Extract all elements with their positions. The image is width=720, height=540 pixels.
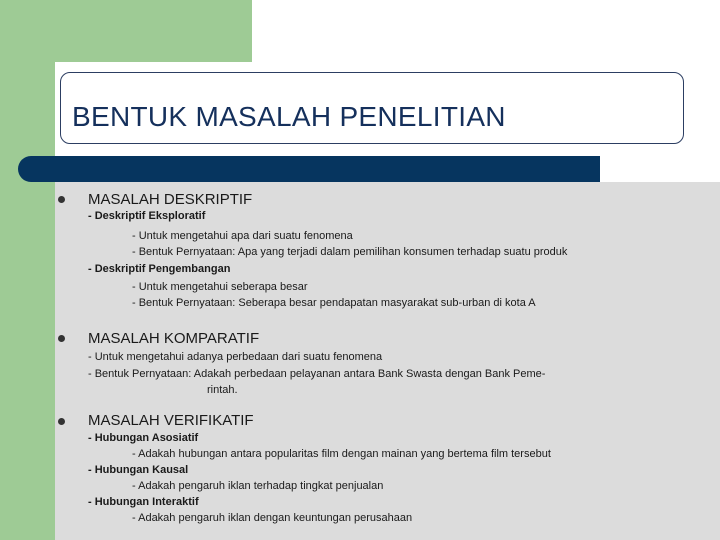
list-item: - Bentuk Pernyataan: Seberapa besar pendapatan masyarakat sub-urban di kota A [132, 297, 536, 309]
section-heading-deskriptif: MASALAH DESKRIPTIF [88, 191, 253, 208]
subheading: - Deskriptif Eksploratif [88, 210, 206, 222]
subheading: - Hubungan Interaktif [88, 496, 199, 508]
list-item: - Bentuk Pernyataan: Apa yang terjadi dalam pemilihan konsumen terhadap suatu produk [132, 246, 568, 258]
section-heading-komparatif: MASALAH KOMPARATIF [88, 330, 260, 347]
title-underline-bar [18, 156, 600, 182]
list-item: - Adakah pengaruh iklan terhadap tingkat penjualan [132, 480, 384, 492]
list-item: - Adakah pengaruh iklan dengan keuntungan perusahaan [132, 512, 413, 524]
list-item: - Untuk mengetahui seberapa besar [132, 281, 308, 293]
list-item-continuation: rintah. [207, 384, 238, 396]
subheading: - Deskriptif Pengembangan [88, 263, 231, 275]
bullet-icon [58, 335, 65, 342]
section-heading-verifikatif: MASALAH VERIFIKATIF [88, 412, 254, 429]
green-accent-left [0, 0, 55, 540]
list-item: - Adakah hubungan antara popularitas film dengan mainan yang bertema film tersebut [132, 448, 551, 460]
green-accent-top [0, 0, 252, 62]
list-item: - Untuk mengetahui adanya perbedaan dari suatu fenomena [88, 351, 383, 363]
subheading: - Hubungan Asosiatif [88, 432, 199, 444]
slide-title: BENTUK MASALAH PENELITIAN [72, 101, 506, 132]
bullet-icon [58, 418, 65, 425]
list-item: - Untuk mengetahui apa dari suatu fenomena [132, 230, 353, 242]
subheading: - Hubungan Kausal [88, 464, 189, 476]
list-item: - Bentuk Pernyataan: Adakah perbedaan pelayanan antara Bank Swasta dengan Bank Peme- [88, 368, 546, 380]
bullet-icon [58, 196, 65, 203]
